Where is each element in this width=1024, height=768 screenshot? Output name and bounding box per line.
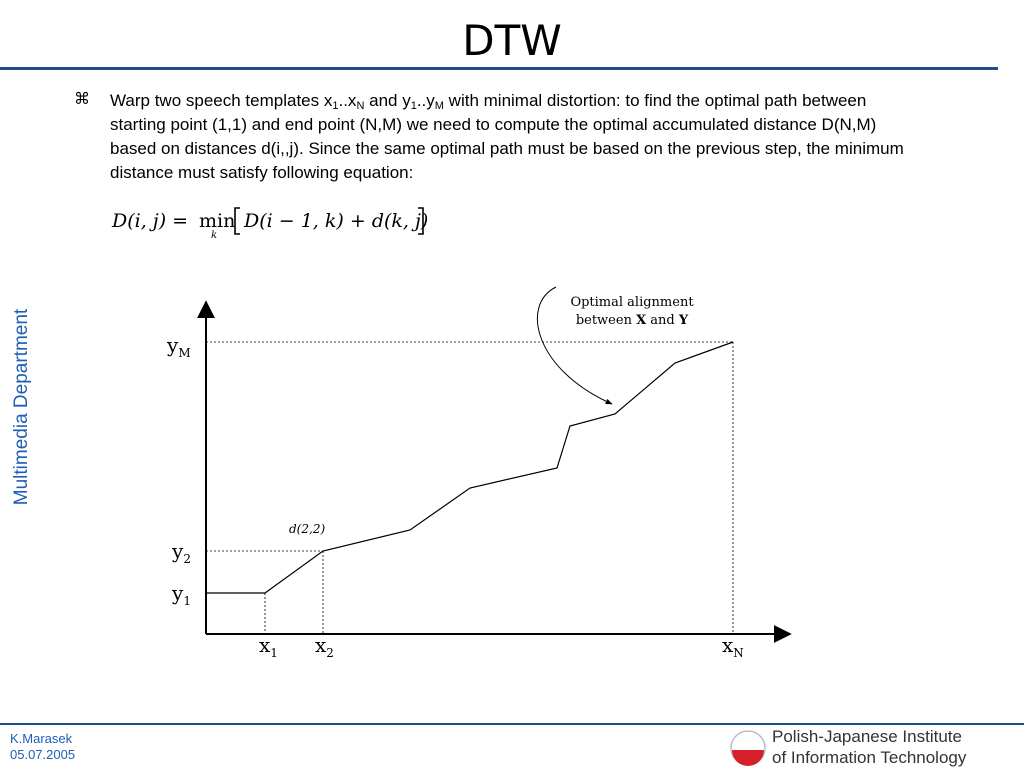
bullet-icon: ⌘ xyxy=(74,89,90,108)
bullet-text-part: ..x xyxy=(338,91,357,110)
equation-rhs: D(i − 1, k) + d(k, j) xyxy=(244,210,429,232)
x-label-x2: $x_2$ xyxy=(315,633,334,660)
equation-min-index: k xyxy=(211,230,218,241)
y-label-y2: $y_2$ xyxy=(172,539,191,566)
footer-divider xyxy=(0,723,1024,725)
slide-title: DTW xyxy=(462,16,562,65)
footer-date: 05.07.2005 xyxy=(10,747,76,762)
bullet-text-part: ..y xyxy=(416,91,435,110)
annotation-line1: Optimal alignment xyxy=(570,295,694,310)
alignment-path xyxy=(206,342,733,593)
bullet-text-part: and y xyxy=(364,91,411,110)
bullet-subscript: 1 xyxy=(410,100,417,112)
bullet-text-part: with minimal distortion: to find the optimal path between starting point (1,1) and end point (N,M) we need to compute the optimal accumulated distance D(N,M) based on distances d(i,,j). Since the same optimal path must be based on the previous step, the minimum distance must satisfy following equation: xyxy=(110,91,904,182)
y-label-ym: $y_M$ xyxy=(167,333,191,360)
x-label-x1: $x_1$ xyxy=(259,633,278,660)
x-label-xn: $x_N$ xyxy=(722,633,744,660)
institute-name-line1: Polish-Japanese Institute xyxy=(772,727,962,746)
annotation-text: between xyxy=(575,313,637,328)
bullet-subscript: 1 xyxy=(332,100,339,112)
annotation-line2 xyxy=(576,313,689,328)
annotation-text: and xyxy=(646,313,679,328)
footer-author: K.Marasek xyxy=(10,731,73,746)
side-department-label: Multimedia Department xyxy=(11,308,32,506)
equation-lhs: D(i, j) = xyxy=(112,210,189,232)
institute-logo-icon xyxy=(728,728,768,768)
annotation-y: Y xyxy=(678,313,689,328)
bullet-subscript: M xyxy=(434,100,444,112)
institute-name xyxy=(772,726,966,768)
institute-name-line2: of Information Technology xyxy=(772,748,967,767)
bullet-subscript: N xyxy=(356,100,365,112)
cell-label: d(2,2) xyxy=(289,522,326,536)
y-label-y1: $y_1$ xyxy=(172,581,191,608)
bullet-text-part: Warp two speech templates x xyxy=(110,91,333,110)
annotation-x: X xyxy=(636,313,647,328)
equation-min: min xyxy=(199,210,236,232)
